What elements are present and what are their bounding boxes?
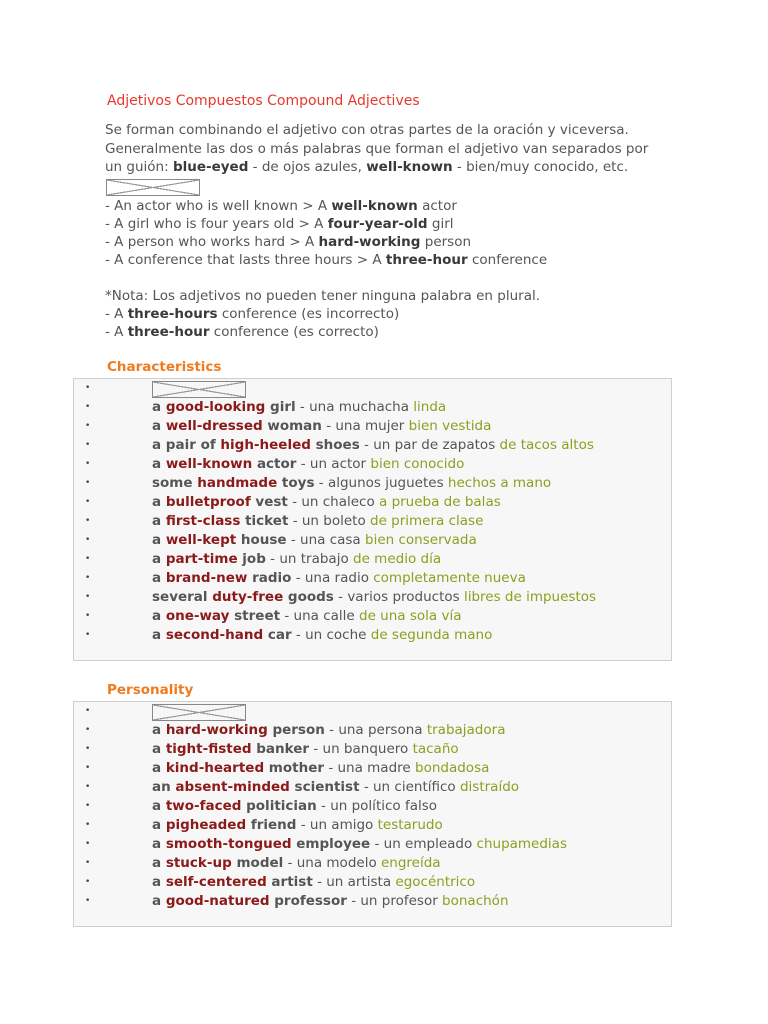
item-translation: - un trabajo: [265, 551, 353, 567]
item-translation: - un coche: [291, 627, 371, 643]
list-item: [74, 569, 671, 588]
item-adjective: well-dressed: [165, 418, 263, 434]
item-article: a: [152, 722, 166, 738]
list-item: [74, 759, 671, 778]
example-text: person: [420, 233, 472, 250]
bullet-icon: •: [85, 725, 91, 735]
item-adjective: well-kept: [165, 532, 237, 548]
item-noun: ticket: [240, 513, 289, 529]
list-item: [74, 721, 671, 740]
item-article: a pair of: [152, 437, 221, 453]
example-text: girl: [427, 215, 454, 232]
item-spanish-adjective: bien vestida: [408, 418, 492, 434]
item-adjective: smooth-tongued: [165, 836, 292, 852]
item-article: a: [152, 836, 166, 852]
list-item: [74, 436, 671, 455]
bullet-icon: •: [85, 820, 91, 830]
example-text: conference: [467, 251, 548, 268]
item-article: a: [152, 893, 166, 909]
item-adjective: bulletproof: [165, 494, 251, 510]
note-bold: three-hour: [127, 323, 210, 340]
item-article: a: [152, 608, 166, 624]
item-article: a: [152, 399, 166, 415]
broken-image-icon: [152, 381, 246, 398]
example-word: well-known: [366, 159, 453, 175]
item-article: some: [152, 475, 198, 491]
item-noun: professor: [269, 893, 347, 909]
example-bold: hard-working: [318, 233, 421, 250]
example-bold: three-hour: [385, 251, 468, 268]
item-adjective: high-heeled: [220, 437, 311, 453]
bullet-icon: •: [85, 706, 91, 716]
bullet-icon: •: [85, 877, 91, 887]
list-item: [74, 474, 671, 493]
item-article: a: [152, 532, 166, 548]
item-noun: friend: [246, 817, 297, 833]
item-translation: - un científico: [359, 779, 460, 795]
bullet-icon: •: [85, 782, 91, 792]
item-adjective: pigheaded: [165, 817, 247, 833]
item-noun: woman: [262, 418, 322, 434]
note-block: [105, 287, 665, 341]
example-word: blue-eyed: [172, 159, 249, 175]
list-item: [74, 873, 671, 892]
item-noun: radio: [247, 570, 292, 586]
item-adjective: duty-free: [212, 589, 284, 605]
example-line: [105, 233, 665, 251]
list-item-image: [74, 702, 671, 721]
bullet-icon: •: [85, 611, 91, 621]
example-line: [105, 215, 665, 233]
item-spanish-adjective: chupamedias: [476, 836, 567, 852]
intro-line: Se forman combinando el adjetivo con otras partes de la oración y viceversa.: [105, 122, 629, 138]
item-noun: girl: [265, 399, 296, 415]
note-text: conference (es incorrecto): [217, 305, 400, 322]
item-translation: - una radio: [291, 570, 374, 586]
list-item: [74, 835, 671, 854]
example-text: actor: [417, 197, 457, 214]
list-item: [74, 512, 671, 531]
bullet-icon: •: [85, 839, 91, 849]
list-item: [74, 493, 671, 512]
intro-line-examples: [105, 158, 665, 177]
item-article: a: [152, 456, 166, 472]
list-item: [74, 626, 671, 645]
item-translation: - un par de zapatos: [359, 437, 500, 453]
list-item: [74, 778, 671, 797]
item-spanish-adjective: tacaño: [412, 741, 459, 757]
document-title: Adjetivos Compuestos Compound Adjectives: [107, 93, 420, 109]
item-translation: - un empleado: [370, 836, 477, 852]
item-noun: street: [229, 608, 281, 624]
item-translation: - una calle: [280, 608, 359, 624]
item-adjective: hard-working: [165, 722, 268, 738]
item-adjective: absent-minded: [175, 779, 290, 795]
bullet-icon: •: [85, 744, 91, 754]
list-item: [74, 417, 671, 436]
list-item: [74, 531, 671, 550]
item-translation: - un actor: [296, 456, 371, 472]
item-article: a: [152, 494, 166, 510]
item-translation: - un político falso: [316, 798, 438, 814]
bullet-icon: •: [85, 801, 91, 811]
item-article: a: [152, 874, 166, 890]
item-spanish-adjective: bien conservada: [365, 532, 477, 548]
example-bold: four-year-old: [327, 215, 428, 232]
item-spanish-adjective: de una sola vía: [359, 608, 462, 624]
list-item: [74, 455, 671, 474]
bullet-icon: •: [85, 896, 91, 906]
note-text: *Nota: Los adjetivos no pueden tener ninguna palabra en plural.: [105, 287, 541, 304]
item-spanish-adjective: engreída: [381, 855, 441, 871]
characteristics-heading: Characteristics: [107, 359, 222, 375]
list-item: [74, 816, 671, 835]
item-translation: - una muchacha: [295, 399, 414, 415]
bullet-icon: •: [85, 459, 91, 469]
item-adjective: handmade: [197, 475, 278, 491]
item-translation: - un artista: [312, 874, 396, 890]
example-line: [105, 251, 665, 269]
item-translation: - un boleto: [288, 513, 370, 529]
item-article: a: [152, 855, 166, 871]
item-adjective: good-looking: [165, 399, 266, 415]
bullet-icon: •: [85, 554, 91, 564]
bullet-icon: •: [85, 535, 91, 545]
bullet-icon: •: [85, 763, 91, 773]
item-noun: scientist: [289, 779, 360, 795]
item-translation: - un profesor: [346, 893, 443, 909]
bullet-icon: •: [85, 497, 91, 507]
item-adjective: self-centered: [165, 874, 267, 890]
intro-block: [105, 121, 665, 341]
item-noun: job: [237, 551, 266, 567]
personality-box: [73, 701, 672, 927]
item-spanish-adjective: bondadosa: [415, 760, 490, 776]
item-translation: - una modelo: [283, 855, 381, 871]
item-adjective: good-natured: [165, 893, 270, 909]
item-spanish-adjective: testarudo: [377, 817, 443, 833]
item-translation: - algunos juguetes: [314, 475, 448, 491]
item-spanish-adjective: de primera clase: [370, 513, 484, 529]
note-text: - A: [105, 323, 128, 340]
item-adjective: two-faced: [165, 798, 242, 814]
item-spanish-adjective: bien conocido: [370, 456, 465, 472]
bullet-icon: •: [85, 402, 91, 412]
item-adjective: kind-hearted: [165, 760, 265, 776]
item-spanish-adjective: egocéntrico: [395, 874, 476, 890]
item-adjective: well-known: [165, 456, 253, 472]
item-adjective: part-time: [165, 551, 238, 567]
item-spanish-adjective: completamente nueva: [373, 570, 526, 586]
item-spanish-adjective: de tacos altos: [499, 437, 594, 453]
item-adjective: brand-new: [165, 570, 248, 586]
example-translation: - de ojos azules,: [248, 159, 367, 175]
item-noun: vest: [250, 494, 288, 510]
broken-image-icon: [152, 704, 246, 721]
item-spanish-adjective: de medio día: [353, 551, 442, 567]
item-noun: shoes: [310, 437, 360, 453]
item-translation: - una casa: [286, 532, 366, 548]
item-translation: - una persona: [324, 722, 427, 738]
item-article: a: [152, 627, 166, 643]
item-noun: actor: [252, 456, 297, 472]
item-spanish-adjective: linda: [413, 399, 447, 415]
item-spanish-adjective: hechos a mano: [447, 475, 552, 491]
bullet-icon: •: [85, 858, 91, 868]
example-text: - An actor who is well known > A: [105, 197, 332, 214]
bullet-icon: •: [85, 440, 91, 450]
item-noun: artist: [266, 874, 313, 890]
list-item: [74, 550, 671, 569]
list-item: [74, 398, 671, 417]
item-spanish-adjective: trabajadora: [426, 722, 506, 738]
note-text: conference (es correcto): [209, 323, 379, 340]
list-item: [74, 588, 671, 607]
item-translation: - un banquero: [309, 741, 413, 757]
item-noun: mother: [264, 760, 325, 776]
item-spanish-adjective: a prueba de balas: [379, 494, 501, 510]
example-line: [105, 197, 665, 215]
item-translation: - un chaleco: [287, 494, 379, 510]
item-noun: toys: [277, 475, 315, 491]
item-adjective: first-class: [165, 513, 241, 529]
item-translation: - varios productos: [333, 589, 464, 605]
item-article: a: [152, 817, 166, 833]
list-item: [74, 740, 671, 759]
intro-line: Generalmente las dos o más palabras que forman el adjetivo van separados por: [105, 140, 649, 157]
characteristics-box: [73, 378, 672, 661]
item-adjective: one-way: [165, 608, 230, 624]
item-noun: person: [267, 722, 325, 738]
list-item: [74, 892, 671, 911]
item-adjective: second-hand: [165, 627, 264, 643]
item-article: a: [152, 741, 166, 757]
bullet-icon: •: [85, 630, 91, 640]
note-text: - A: [105, 305, 128, 322]
item-translation: - un amigo: [296, 817, 378, 833]
item-article: several: [152, 589, 213, 605]
item-article: a: [152, 760, 166, 776]
note-line: [105, 305, 665, 323]
example-text: - A girl who is four years old > A: [105, 215, 328, 232]
example-list: [105, 197, 665, 269]
item-noun: car: [263, 627, 292, 643]
personality-heading: Personality: [107, 682, 194, 698]
example-text: - A conference that lasts three hours > A: [105, 251, 386, 268]
item-adjective: tight-fisted: [165, 741, 252, 757]
example-translation: - bien/muy conocido, etc.: [452, 159, 629, 175]
list-item: [74, 607, 671, 626]
item-noun: model: [231, 855, 284, 871]
item-article: a: [152, 513, 166, 529]
example-bold: well-known: [331, 197, 418, 214]
item-noun: banker: [251, 741, 310, 757]
item-adjective: stuck-up: [165, 855, 232, 871]
bullet-icon: •: [85, 516, 91, 526]
item-article: a: [152, 418, 166, 434]
item-article: a: [152, 551, 166, 567]
item-noun: employee: [291, 836, 371, 852]
intro-text: un guión:: [105, 159, 173, 175]
bullet-icon: •: [85, 573, 91, 583]
list-item: [74, 854, 671, 873]
example-text: - A person who works hard > A: [105, 233, 319, 250]
list-item: [74, 797, 671, 816]
item-noun: goods: [283, 589, 334, 605]
note-line: [105, 323, 665, 341]
item-spanish-adjective: de segunda mano: [370, 627, 493, 643]
personality-list: [74, 702, 671, 911]
bullet-icon: •: [85, 592, 91, 602]
item-article: a: [152, 570, 166, 586]
item-noun: politician: [241, 798, 317, 814]
item-article: an: [152, 779, 176, 795]
item-article: a: [152, 798, 166, 814]
item-spanish-adjective: bonachón: [442, 893, 509, 909]
characteristics-list: [74, 379, 671, 645]
item-translation: - una madre: [324, 760, 416, 776]
item-spanish-adjective: distraído: [459, 779, 520, 795]
item-noun: house: [236, 532, 287, 548]
note-line: [105, 287, 665, 305]
bullet-icon: •: [85, 383, 91, 393]
item-translation: - una mujer: [321, 418, 409, 434]
note-bold: three-hours: [127, 305, 218, 322]
bullet-icon: •: [85, 421, 91, 431]
item-spanish-adjective: libres de impuestos: [463, 589, 597, 605]
list-item-image: [74, 379, 671, 398]
broken-image-icon: [106, 179, 200, 196]
bullet-icon: •: [85, 478, 91, 488]
